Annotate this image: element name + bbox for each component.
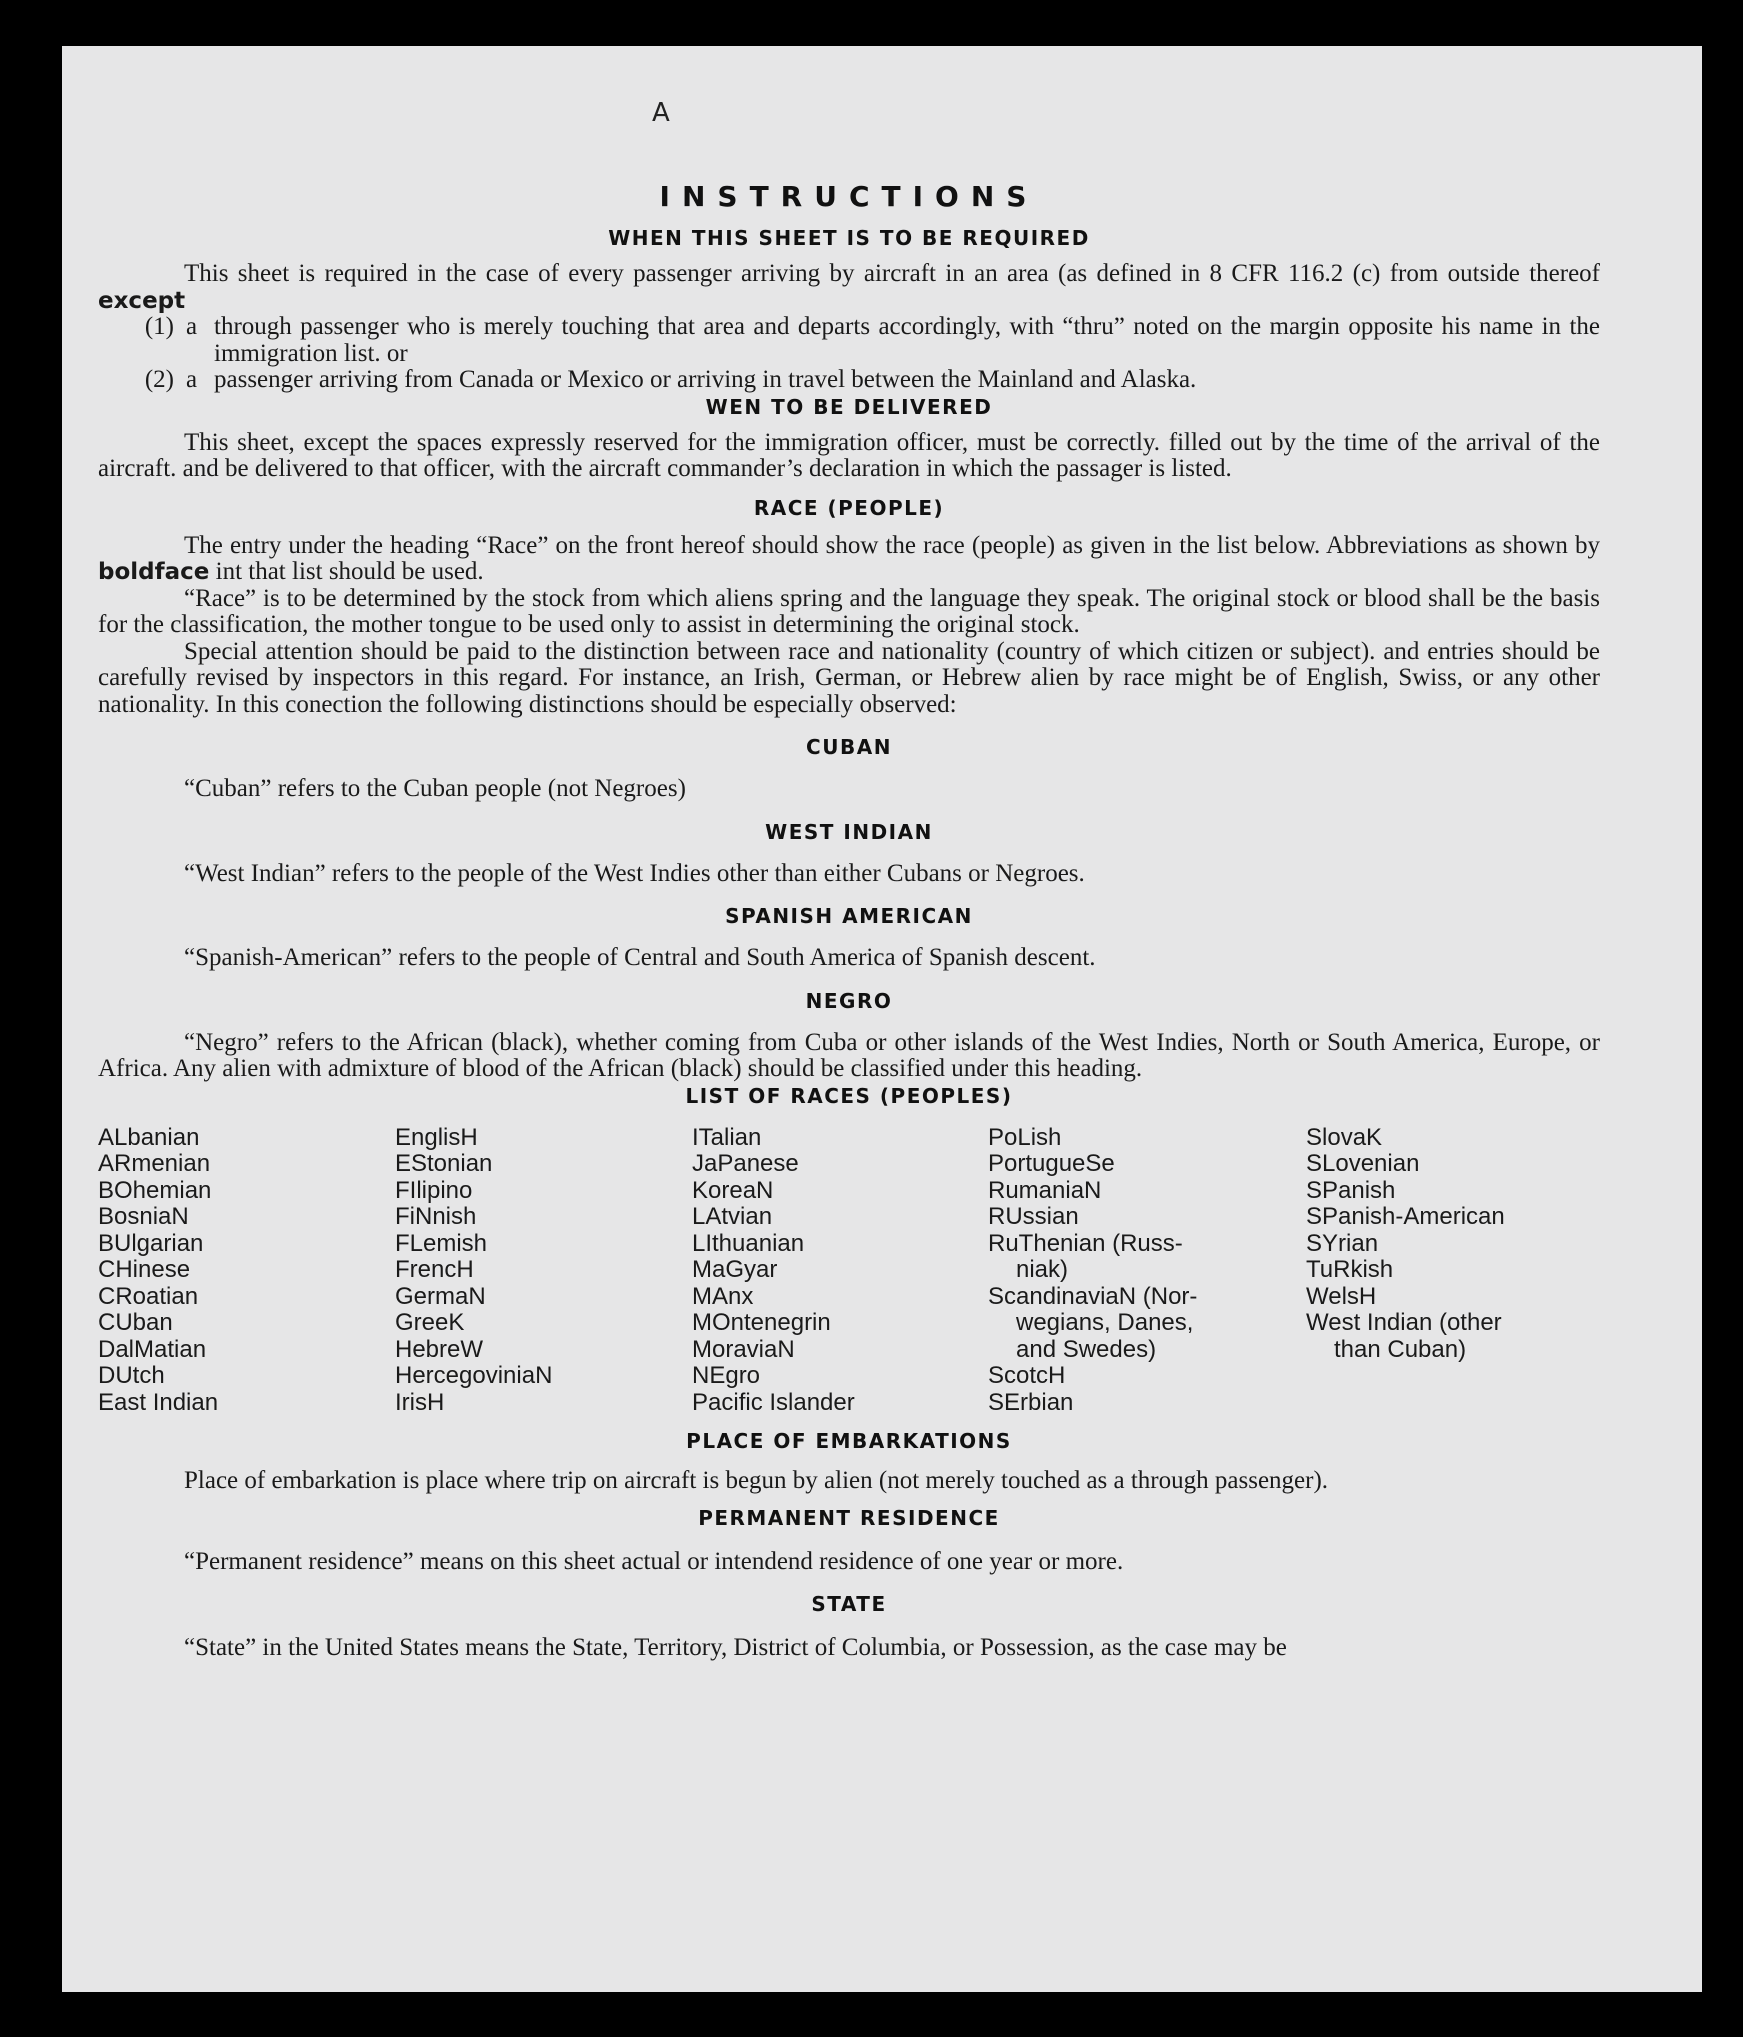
race-entry: PortugueSe	[988, 1150, 1115, 1177]
races-column-3	[692, 1125, 988, 1417]
page-title: INSTRUCTIONS	[659, 180, 1039, 213]
race-entry: WelsH	[1306, 1282, 1377, 1310]
race-entry: DalMatian	[98, 1335, 207, 1363]
race-entry: JaPanese	[692, 1150, 799, 1177]
delivered-text: This sheet, except the spaces expressly reserved for the immigration officer, must be correctly. filled out by the time of the arrival of the aircraft. and be delivered to that officer, with the aircraft commander’s declaration in which the passager is listed.	[98, 428, 1600, 482]
race-p1-end: int that list should be used.	[215, 558, 484, 585]
race-entry: East Indian	[98, 1388, 219, 1416]
race-entry: PoLish	[988, 1123, 1062, 1151]
embarkation-text: Place of embarkation is place where trip on aircraft is begun by alien (not merely touched as a through passenger).	[184, 1467, 1329, 1494]
race-paragraph-1	[98, 533, 1600, 586]
heading-delivered: WEN TO BE DELIVERED	[705, 394, 993, 419]
races-column-2	[395, 1125, 692, 1417]
except-text: except	[98, 287, 186, 314]
exception-item-1	[98, 314, 1600, 367]
race-paragraph-2: “Race” is to be determined by the stock from which aliens spring and the language they speak. The original stock or blood shall be the basis for the classification, the mother tongue to be used only to assist in determining the original stock.	[98, 584, 1600, 638]
race-entry: KoreaN	[692, 1176, 774, 1204]
race-entry: ALbanian	[98, 1123, 200, 1151]
race-paragraph-3: Special attention should be paid to the distinction between race and nationality (country of which citizen or subject). and entries should be carefully revised by inspectors in this regard. For instance, an Irish, German, or Hebrew alien by race might be of English, Swiss, or any other nationality. In this conection the following distinctions should be especially observed:	[98, 637, 1600, 718]
intro-text: This sheet is required in the case of every passenger arriving by aircraft in an area (as defined in 8 CFR 116.2 (c) from outside thereof	[184, 260, 1600, 287]
race-entry: West Indian (other	[1306, 1309, 1502, 1336]
races-column-4	[988, 1125, 1306, 1417]
race-entry: SErbian	[988, 1388, 1074, 1416]
cuban-text: “Cuban” refers to the Cuban people (not Negroes)	[184, 775, 686, 802]
heading-spanish-american: SPANISH AMERICAN	[725, 904, 973, 928]
race-entry: HebreW	[395, 1335, 484, 1363]
header-mark: A	[652, 98, 670, 128]
race-entry: SlovaK	[1306, 1123, 1383, 1151]
race-entry-continuation: and Swedes)	[1016, 1335, 1157, 1363]
race-entry: SPanish-American	[1306, 1203, 1505, 1230]
heading-embarkation: PLACE OF EMBARKATIONS	[686, 1429, 1012, 1453]
spanish-american-text: “Spanish-American” refers to the people of Central and South America of Spanish descent.	[184, 944, 1096, 971]
state-text: “State” in the United States means the State, Territory, District of Columbia, or Possession, as the case may be	[184, 1634, 1287, 1661]
race-p1-start: The entry under the heading “Race” on the front hereof should show the race (people) as given in the list below. Abbreviations as shown by	[184, 531, 1600, 559]
residence-text: “Permanent residence” means on this sheet actual or intendend residence of one year or more.	[184, 1547, 1124, 1575]
race-entry-continuation: niak)	[1016, 1256, 1069, 1283]
boldface-word: boldface	[98, 559, 210, 585]
race-entry: BosniaN	[98, 1203, 189, 1230]
when-required-intro	[98, 261, 1600, 314]
negro-text: “Negro” refers to the African (black), whether coming from Cuba or other islands of the West Indies, North or South America, Europe, or Africa. Any alien with admixture of blood of the African (black) should be classified under this heading.	[98, 1028, 1600, 1082]
instructions-content	[98, 180, 1600, 1662]
race-entry: SPanish	[1306, 1176, 1396, 1204]
race-entry: RumaniaN	[988, 1176, 1102, 1204]
item-number: (1)	[144, 313, 174, 340]
item-lead: a	[186, 313, 198, 340]
race-entry: TuRkish	[1306, 1256, 1394, 1283]
heading-cuban: CUBAN	[806, 735, 892, 759]
race-entry: MOntenegrin	[692, 1309, 831, 1336]
race-entry: EStonian	[395, 1150, 493, 1177]
race-entry: EnglisH	[395, 1123, 478, 1151]
race-entry: CUban	[98, 1309, 173, 1336]
race-entry: IrisH	[395, 1388, 445, 1416]
race-entry: RuThenian (Russ-	[988, 1229, 1183, 1257]
race-entry: LAtvian	[692, 1203, 773, 1230]
race-entry: NEgro	[692, 1362, 761, 1389]
race-entry: LIthuanian	[692, 1229, 805, 1257]
race-entry: ScotcH	[988, 1362, 1066, 1389]
race-entry: ARmenian	[98, 1150, 211, 1177]
races-column-1	[98, 1125, 395, 1417]
race-entry: FrencH	[395, 1256, 474, 1283]
race-entry: MoraviaN	[692, 1335, 795, 1363]
item-text: passenger arriving from Canada or Mexico or arriving in travel between the Mainland and Alaska.	[214, 366, 1197, 393]
heading-west-indian: WEST INDIAN	[765, 819, 933, 844]
document-page	[62, 46, 1702, 1992]
race-entry: DUtch	[98, 1362, 165, 1389]
race-entry: FIlipino	[395, 1176, 473, 1204]
race-entry: MaGyar	[692, 1256, 778, 1283]
race-entry: SLovenian	[1306, 1150, 1420, 1177]
race-entry: RUssian	[988, 1203, 1079, 1230]
race-entry-continuation: wegians, Danes,	[1016, 1309, 1194, 1336]
race-entry: CRoatian	[98, 1282, 199, 1310]
races-list	[98, 1125, 1600, 1417]
heading-negro: NEGRO	[805, 988, 893, 1013]
item-number: (2)	[144, 366, 174, 393]
race-entry: BOhemian	[98, 1176, 212, 1204]
race-entry: Pacific Islander	[692, 1388, 855, 1416]
race-entry: GermaN	[395, 1282, 486, 1310]
heading-when-required: WHEN THIS SHEET IS TO BE REQUIRED	[608, 226, 1090, 250]
west-indian-text: “West Indian” refers to the people of the West Indies other than either Cubans or Negroes.	[184, 859, 1085, 887]
heading-permanent-residence: PERMANENT RESIDENCE	[698, 1505, 1000, 1530]
race-entry: ITalian	[692, 1123, 762, 1151]
heading-list-of-races: LIST OF RACES (PEOPLES)	[685, 1083, 1013, 1108]
race-entry: ScandinaviaN (Nor-	[988, 1282, 1198, 1310]
item-lead: a	[186, 366, 198, 393]
race-entry: FLemish	[395, 1229, 488, 1257]
race-entry: BUlgarian	[98, 1229, 204, 1257]
heading-state: STATE	[811, 1592, 887, 1616]
races-column-5	[1306, 1125, 1566, 1417]
race-entry: FiNnish	[395, 1203, 477, 1230]
race-entry: CHinese	[98, 1256, 191, 1283]
race-entry: HercegoviniaN	[395, 1362, 553, 1389]
exception-item-2	[98, 367, 1600, 394]
race-entry: SYrian	[1306, 1229, 1379, 1257]
race-entry-continuation: than Cuban)	[1334, 1335, 1467, 1363]
race-entry: GreeK	[395, 1309, 465, 1336]
item-text: through passenger who is merely touching that area and departs accordingly, with “thru” noted on the margin opposite his name in the immigration list. or	[214, 313, 1600, 367]
race-entry: MAnx	[692, 1282, 754, 1310]
heading-race: RACE (PEOPLE)	[753, 495, 945, 520]
